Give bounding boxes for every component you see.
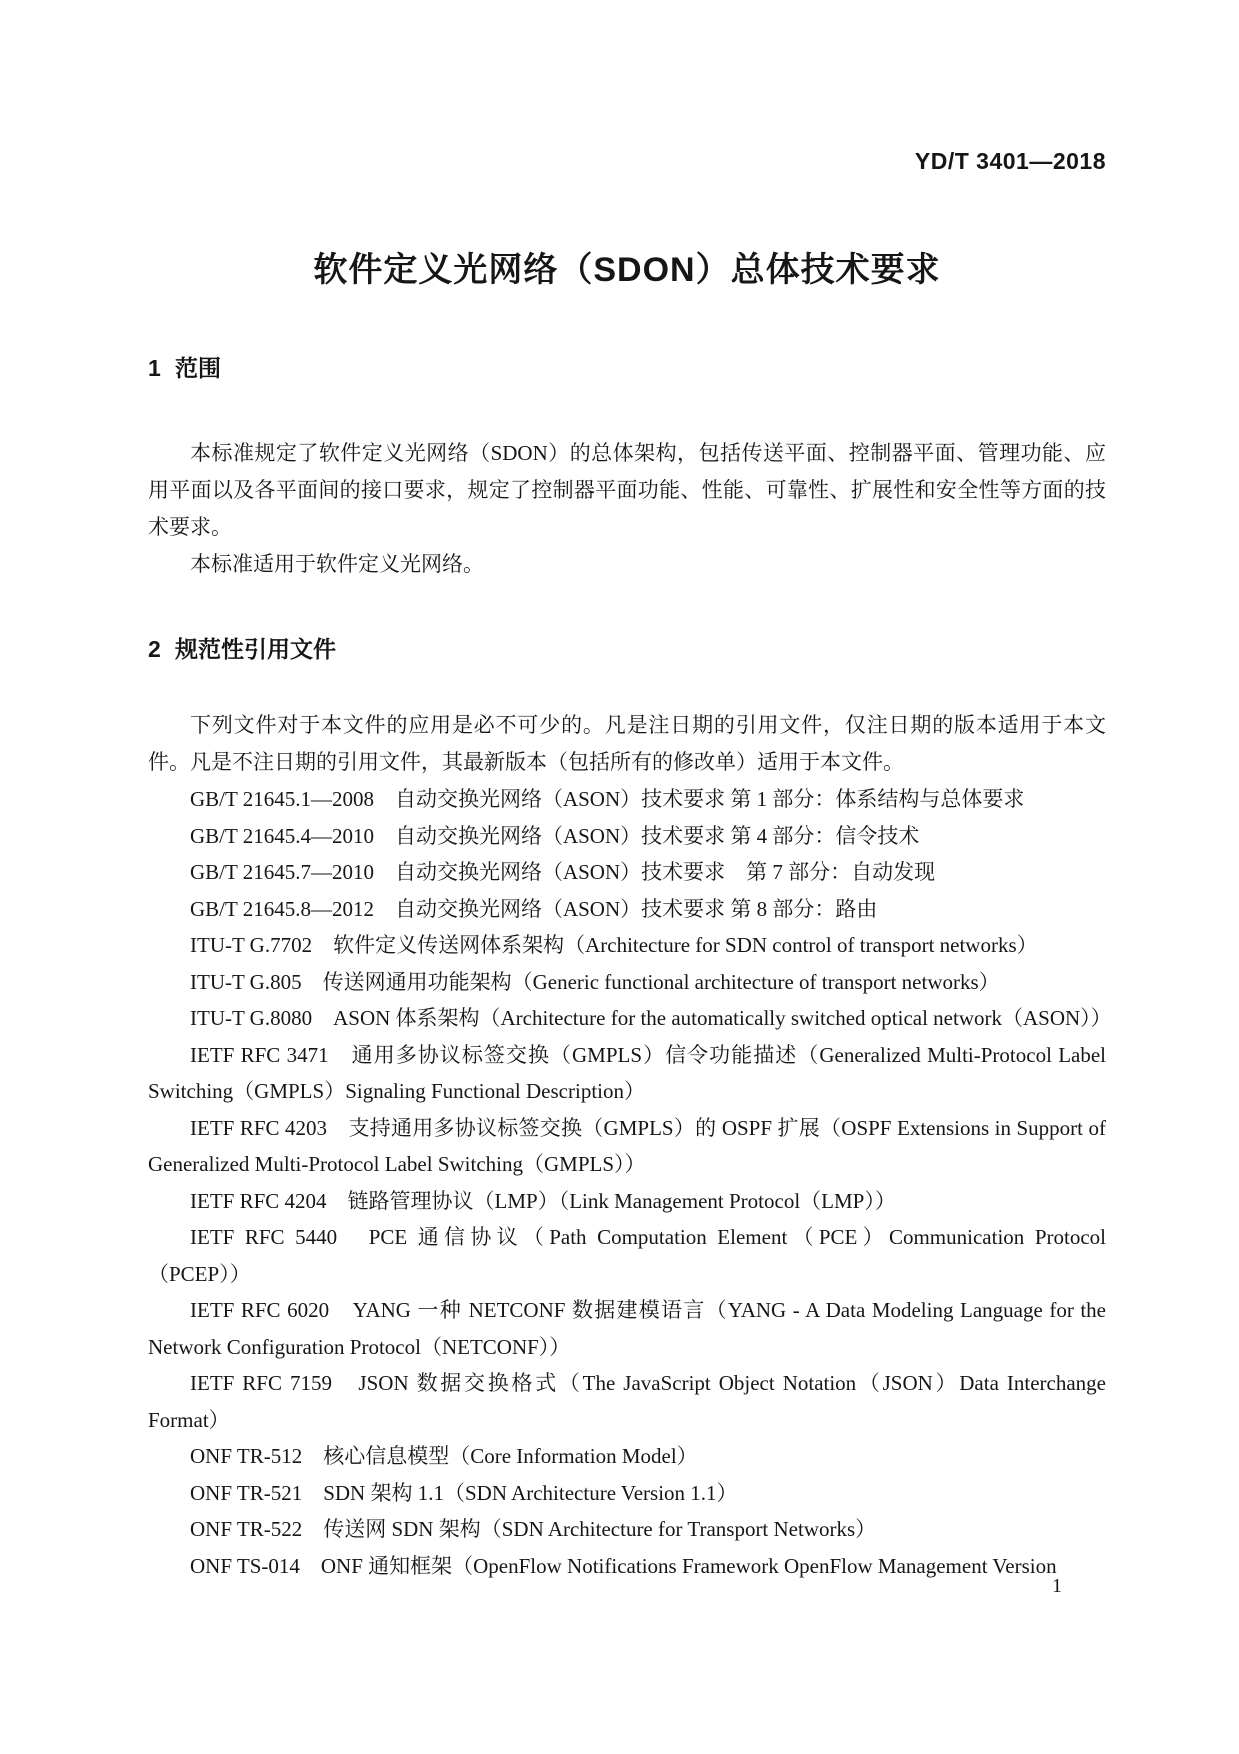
reference-item: GB/T 21645.1—2008 自动交换光网络（ASON）技术要求 第 1 部分：体系结构与总体要求 [190,787,1025,811]
section-2-heading [148,635,1106,663]
section-1-number: 1 [148,355,161,381]
reference-item: IETF RFC 6020 YANG 一种 NETCONF 数据建模语言（YANG - A Data Modeling Language for the Network Configuration Protocol（NETCONF）） [148,1298,1106,1359]
reference-item: ONF TS-014 ONF 通知框架（OpenFlow Notifications Framework OpenFlow Management Version [190,1553,1057,1578]
reference-item: IETF RFC 3471 通用多协议标签交换（GMPLS）信令功能描述（Generalized Multi-Protocol Label Switching（GMPLS）Signaling Functional Description） [148,1042,1106,1103]
reference-item: GB/T 21645.7—2010 自动交换光网络（ASON）技术要求 第 7 部分：自动发现 [190,860,936,884]
section-1-heading [148,354,1106,382]
reference-list [148,781,1112,1584]
reference-item: ONF TR-521 SDN 架构 1.1（SDN Architecture Version 1.1） [190,1480,738,1505]
section-2-title: 规范性引用文件 [175,636,337,662]
scope-paragraph-2: 本标准适用于软件定义光网络。 [190,552,484,576]
doc-number: YD/T 3401—2018 [914,148,1106,174]
page-number: 1 [1052,1575,1062,1597]
reference-item: GB/T 21645.4—2010 自动交换光网络（ASON）技术要求 第 4 部分：信令技术 [190,823,920,848]
section-1-title: 范围 [175,355,222,381]
reference-item: ITU-T G.805 传送网通用功能架构（Generic functional architecture of transport networks） [190,969,1000,994]
section-2-number: 2 [148,636,161,662]
reference-item: IETF RFC 4204 链路管理协议（LMP）（Link Management Protocol（LMP）） [190,1188,896,1213]
reference-item: ONF TR-512 核心信息模型（Core Information Model） [190,1444,698,1468]
reference-item: GB/T 21645.8—2012 自动交换光网络（ASON）技术要求 第 8 部分：路由 [190,896,878,921]
reference-item: IETF RFC 4203 支持通用多协议标签交换（GMPLS）的 OSPF 扩展（OSPF Extensions in Support of Generalized Multi-Protocol Label Switching（GMPLS）） [148,1115,1106,1176]
reference-item: ONF TR-522 传送网 SDN 架构（SDN Architecture for Transport Networks） [190,1517,877,1541]
reference-item: ITU-T G.8080 ASON 体系架构（Architecture for the automatically switched optical network（ASON）） [190,1006,1112,1030]
reference-item: IETF RFC 5440 PCE 通信协议（Path Computation Element（PCE）Communication Protocol（PCEP）） [148,1225,1106,1286]
reference-item: ITU-T G.7702 软件定义传送网体系架构（Architecture for SDN control of transport networks） [190,933,1038,957]
reference-item: IETF RFC 7159 JSON 数据交换格式（The JavaScript Object Notation（JSON）Data Interchange Format） [148,1371,1106,1432]
doc-title: 软件定义光网络（SDON）总体技术要求 [313,251,941,289]
references-intro: 下列文件对于本文件的应用是必不可少的。凡是注日期的引用文件，仅注日期的版本适用于本文件。凡是不注日期的引用文件，其最新版本（包括所有的修改单）适用于本文件。 [148,713,1106,774]
scope-paragraph-1: 本标准规定了软件定义光网络（SDON）的总体架构，包括传送平面、控制器平面、管理功能、应用平面以及各平面间的接口要求，规定了控制器平面功能、性能、可靠性、扩展性和安全性等方面的技术要求。 [148,441,1106,539]
